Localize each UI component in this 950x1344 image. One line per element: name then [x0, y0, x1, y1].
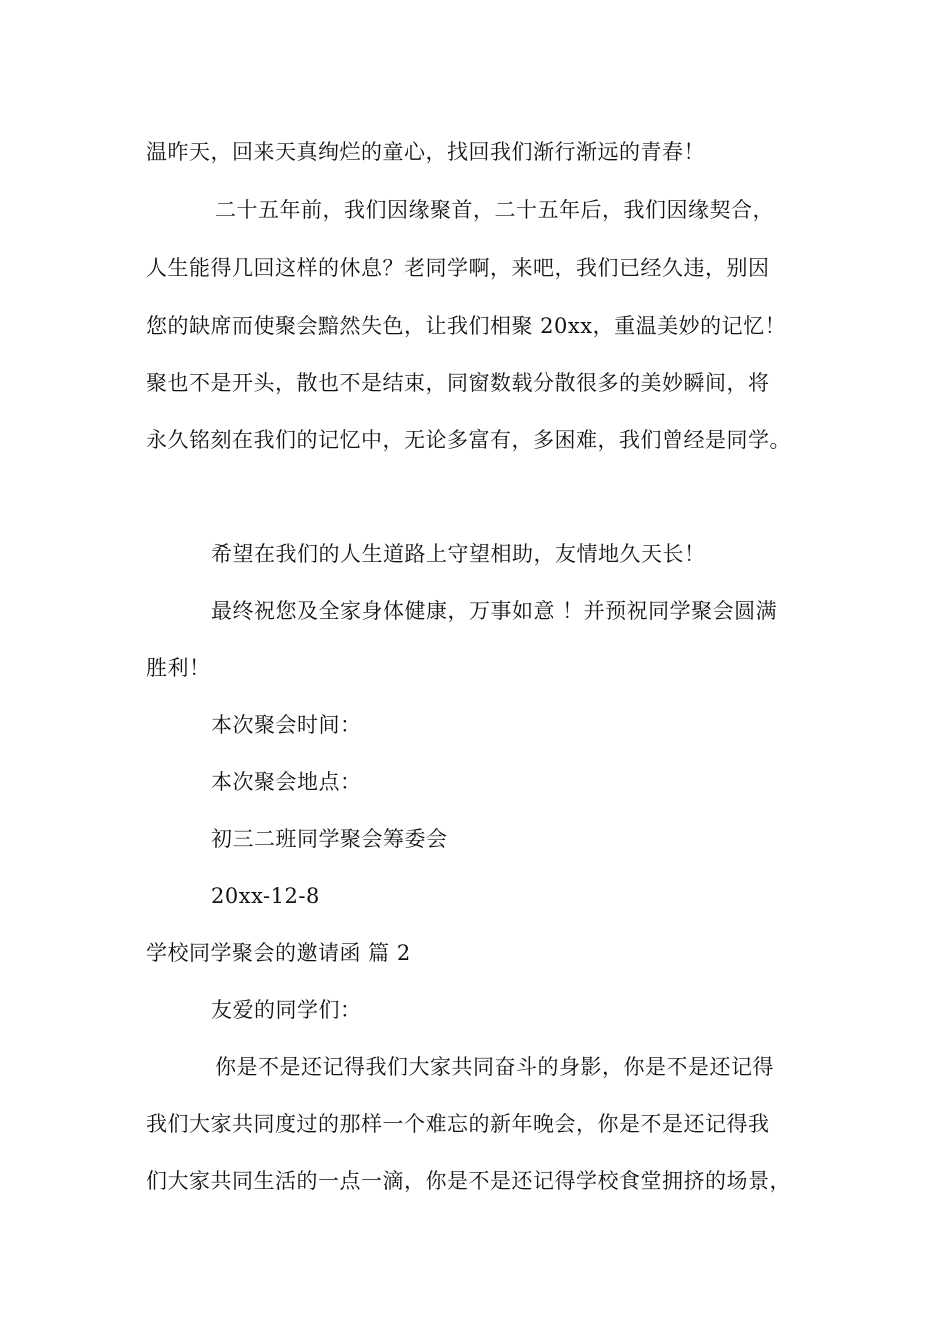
paragraph-line: 永久铭刻在我们的记忆中，无论多富有，多困难，我们曾经是同学。	[146, 428, 791, 452]
paragraph-line: 人生能得几回这样的休息？老同学啊，来吧，我们已经久违，别因	[146, 256, 770, 280]
paragraph-line: 胜利！	[146, 656, 211, 680]
paragraph-line: 希望在我们的人生道路上守望相助，友情地久天长！	[211, 542, 706, 566]
meeting-place-label: 本次聚会地点：	[211, 770, 362, 794]
greeting-line: 友爱的同学们：	[211, 998, 362, 1022]
meeting-time-label: 本次聚会时间：	[211, 713, 362, 737]
paragraph-line: 们大家共同生活的一点一滴，你是不是还记得学校食堂拥挤的场景，	[146, 1169, 791, 1193]
section-heading: 学校同学聚会的邀请函 篇 2	[146, 941, 411, 965]
organizer-signature: 初三二班同学聚会筹委会	[211, 827, 448, 851]
paragraph-line: 温昨天，回来天真绚烂的童心，找回我们渐行渐远的青春！	[146, 140, 705, 164]
paragraph-line: 我们大家共同度过的那样一个难忘的新年晚会，你是不是还记得我	[146, 1112, 770, 1136]
paragraph-line: 二十五年前，我们因缘聚首，二十五年后，我们因缘契合，	[215, 198, 774, 222]
paragraph-line: 您的缺席而使聚会黯然失色，让我们相聚 20xx，重温美妙的记忆！	[146, 314, 787, 338]
paragraph-line: 你是不是还记得我们大家共同奋斗的身影，你是不是还记得	[215, 1055, 774, 1079]
signature-date: 20xx-12-8	[211, 884, 320, 908]
paragraph-line: 聚也不是开头，散也不是结束，同窗数载分散很多的美妙瞬间，将	[146, 371, 770, 395]
paragraph-line: 最终祝您及全家身体健康，万事如意 ！并预祝同学聚会圆满	[211, 599, 778, 623]
